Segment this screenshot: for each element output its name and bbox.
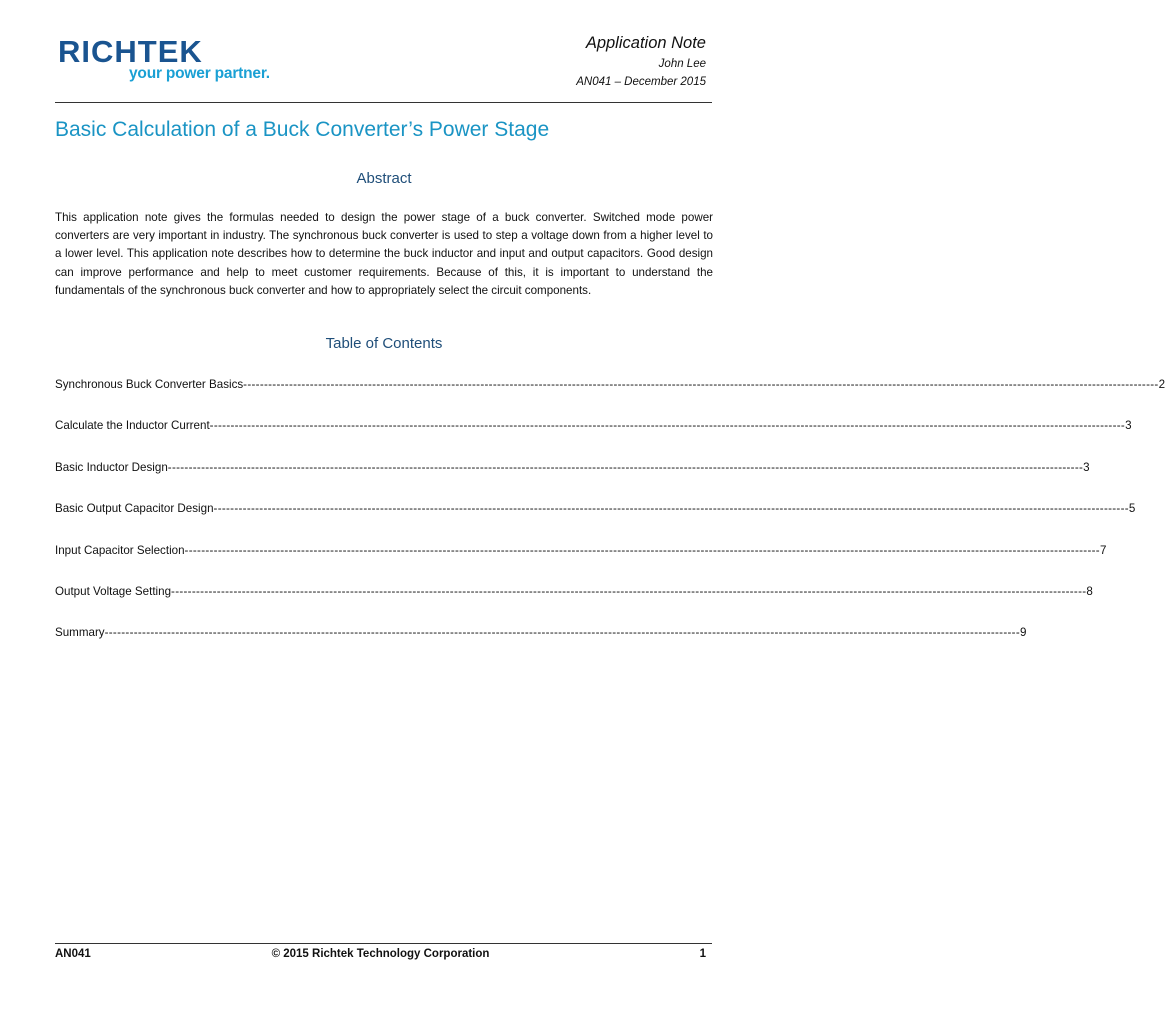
toc-entry-page: 3 <box>1125 419 1132 433</box>
toc-leader: ---------------------------------------------------------------------------------------------------------------------------------------------------------------------------------------------------------------------------- <box>171 584 1087 598</box>
toc-entry-label: Basic Output Capacitor Design <box>55 502 214 516</box>
header-divider <box>55 102 712 103</box>
toc-entry-label: Synchronous Buck Converter Basics <box>55 378 244 391</box>
toc-entry[interactable] <box>55 502 1136 543</box>
toc-entry-label: Input Capacitor Selection <box>55 543 185 557</box>
toc-entry[interactable] <box>55 584 1093 626</box>
toc-leader: ---------------------------------------------------------------------------------------------------------------------------------------------------------------------------------------------------------------------------- <box>184 543 1100 557</box>
header-info <box>576 33 706 89</box>
toc-entry-label: Summary <box>55 626 105 640</box>
toc-entry[interactable] <box>55 378 1165 419</box>
toc-entry[interactable] <box>55 419 1132 460</box>
toc-leader: ---------------------------------------------------------------------------------------------------------------------------------------------------------------------------------------------------------------------------- <box>104 626 1020 640</box>
doc-type: Application Note <box>585 34 706 52</box>
toc-entry[interactable] <box>55 460 1090 502</box>
footer-copyright: © 2015 Richtek Technology Corporation <box>271 948 490 960</box>
toc-entry-label: Basic Inductor Design <box>55 460 168 474</box>
logo-brand: RICHTEK <box>58 34 203 69</box>
toc-leader: ---------------------------------------------------------------------------------------------------------------------------------------------------------------------------------------------------------------------------- <box>167 460 1084 474</box>
doc-id-date: AN041 – December 2015 <box>576 76 706 88</box>
toc-entry[interactable] <box>55 626 1027 667</box>
page-title: Basic Calculation of a Buck Converter’s Power Stage <box>55 118 550 141</box>
toc-entry-page: 9 <box>1020 626 1027 640</box>
toc-leader: ---------------------------------------------------------------------------------------------------------------------------------------------------------------------------------------------------------------------------- <box>213 502 1129 516</box>
toc-leader: ---------------------------------------------------------------------------------------------------------------------------------------------------------------------------------------------------------------------------- <box>243 378 1159 391</box>
toc-leader: ---------------------------------------------------------------------------------------------------------------------------------------------------------------------------------------------------------------------------- <box>209 419 1126 433</box>
abstract-heading: Abstract <box>356 170 412 187</box>
footer-divider <box>55 943 712 944</box>
footer-page-number: 1 <box>699 948 706 960</box>
toc-entry[interactable] <box>55 543 1107 585</box>
footer-doc-id: AN041 <box>55 948 91 960</box>
toc-entry-page: 3 <box>1083 460 1090 474</box>
toc-entry-page: 5 <box>1128 502 1136 516</box>
toc-entry-label: Output Voltage Setting <box>55 584 172 598</box>
toc-heading: Table of Contents <box>325 335 443 352</box>
richtek-logo <box>58 34 270 83</box>
toc-entry-label: Calculate the Inductor Current <box>55 419 210 433</box>
toc-entry-page: 8 <box>1086 584 1093 598</box>
table-of-contents <box>55 378 1165 668</box>
toc-entry-page: 2 <box>1158 378 1165 391</box>
doc-author: John Lee <box>658 58 706 70</box>
logo-tagline: your power partner. <box>129 65 270 82</box>
toc-entry-page: 7 <box>1099 543 1107 557</box>
abstract-body: This application note gives the formulas needed to design the power stage of a buck converter. Switched mode power converters are very important in industry. The synchronous buck converter is used to step a voltage down from a higher level to a lower level. This application note describes how to determine the buck inductor and input and output capacitors. Good design can improve performance and help to meet customer requirements. Because of this, it is important to understand the fundamentals of the synchronous buck converter and how to appropriately select the circuit components. <box>55 211 713 297</box>
